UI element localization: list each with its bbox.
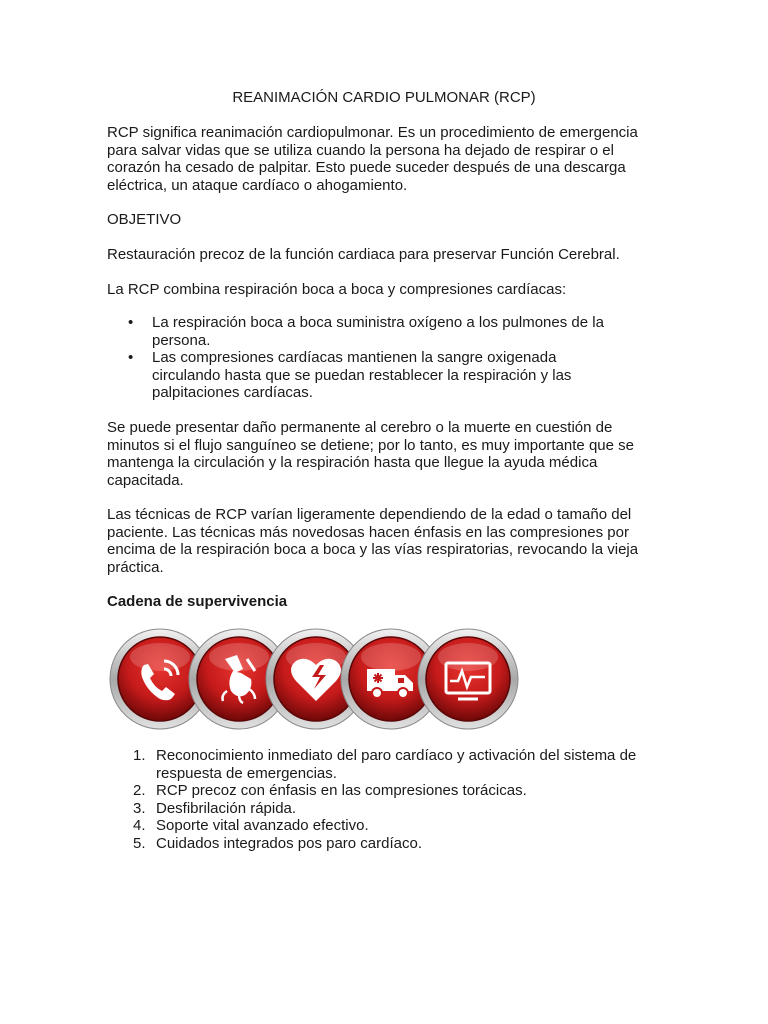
objective-paragraph: Restauración precoz de la función cardiaca para preservar Función Cerebral. <box>107 246 620 263</box>
list-item <box>107 782 667 800</box>
step-number: 3. <box>133 799 146 817</box>
list-item: • Las compresiones cardíacas mantienen la sangre oxigenada circulando hasta que se puedan restablecer la respiración y las palpitaciones cardíacas. <box>107 349 627 402</box>
step-number: 2. <box>133 782 146 800</box>
step-text: Reconocimiento inmediato del paro cardíaco y activación del sistema de respuesta de emergencias. <box>156 747 637 782</box>
step-number: 4. <box>133 817 146 835</box>
page-title: REANIMACIÓN CARDIO PULMONAR (RCP) <box>232 89 536 106</box>
step-number: 5. <box>133 834 146 852</box>
list-item <box>107 747 667 782</box>
list-item <box>107 835 667 853</box>
objective-heading: OBJETIVO <box>107 211 182 228</box>
combines-paragraph: La RCP combina respiración boca a boca y compresiones cardíacas: <box>107 281 567 298</box>
step-text: Desfibrilación rápida. <box>156 799 297 817</box>
intro-paragraph: RCP significa reanimación cardiopulmonar. Es un procedimiento de emergencia para salvar vidas que se utiliza cuando la persona ha dejado de respirar o el corazón ha cesado de palpitar. Esto puede suceder después de una descarga eléctrica, un ataque cardíaco o ahogamiento. <box>107 124 638 194</box>
techniques-paragraph: Las técnicas de RCP varían ligeramente dependiendo de la edad o tamaño del paciente. Las técnicas más novedosas hacen énfasis en las compresiones por encima de la respiración boca a boca y las vías respiratorias, revocando la vieja práctica. <box>107 506 639 576</box>
step-text: Cuidados integrados pos paro cardíaco. <box>156 834 423 852</box>
list-item <box>107 817 667 835</box>
step-text: RCP precoz con énfasis en las compresiones torácicas. <box>156 782 527 800</box>
list-item <box>107 800 667 818</box>
chain-heading: Cadena de supervivencia <box>107 593 288 610</box>
steps-list <box>107 747 667 853</box>
list-item: • La respiración boca a boca suministra oxígeno a los pulmones de la persona. <box>107 314 627 349</box>
bullet-list <box>107 314 627 402</box>
chain-of-survival-image <box>108 627 520 732</box>
step-number: 1. <box>133 747 146 764</box>
step-text: Soporte vital avanzado efectivo. <box>156 817 369 835</box>
monitor-icon <box>418 629 518 729</box>
damage-paragraph: Se puede presentar daño permanente al cerebro o la muerte en cuestión de minutos si el flujo sanguíneo se detiene; por lo tanto, es muy importante que se mantenga la circulación y la respiración hasta que llegue la ayuda médica capacitada. <box>107 419 634 489</box>
